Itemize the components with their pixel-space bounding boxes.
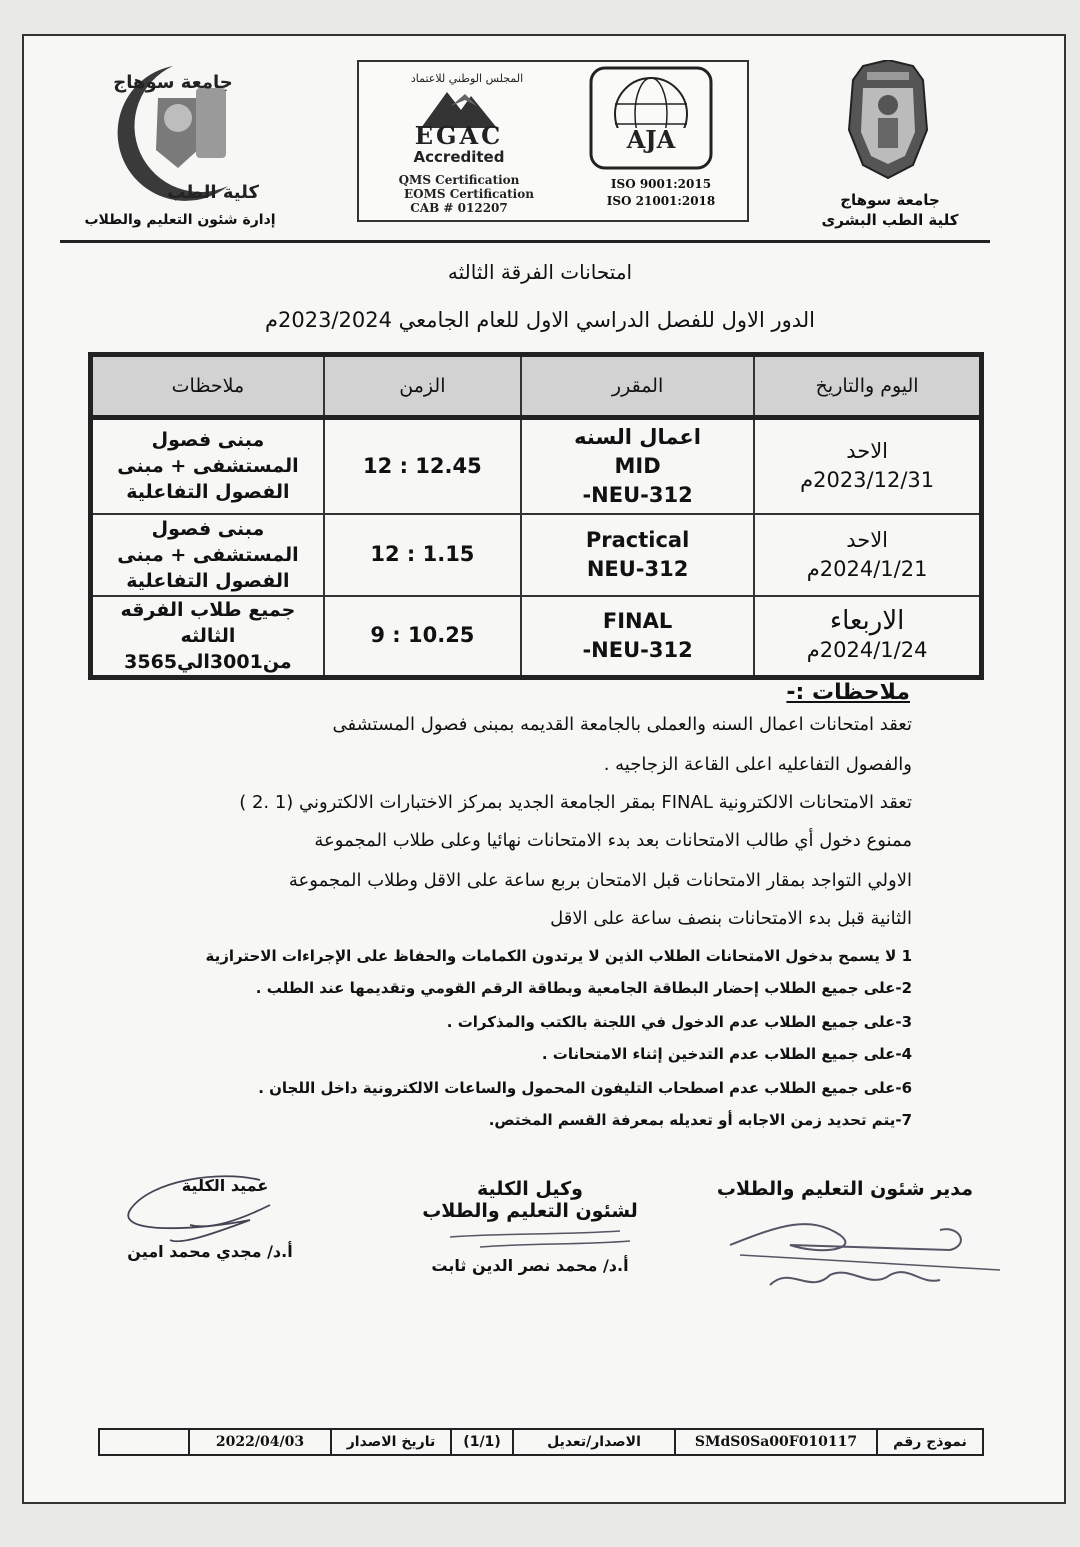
aja-logo <box>589 66 734 186</box>
egac-line2: EOMS Certification <box>404 187 534 201</box>
page-title: امتحانات الفرقة الثالثه <box>447 260 633 284</box>
egac-status: Accredited <box>413 148 505 166</box>
date: 2024/1/21م <box>806 556 928 581</box>
university-name-block <box>800 190 980 230</box>
page-subtitle: الدور الاول للفصل الدراسي الاول للعام الجامعي 2023/2024م <box>264 308 816 332</box>
header-date: اليوم والتاريخ <box>754 355 981 418</box>
table-row <box>91 514 982 596</box>
footer-spacer <box>100 1430 188 1454</box>
time-cell: 12 : 1.15 <box>324 514 521 596</box>
header-course: المقرر <box>521 355 754 418</box>
course-line: FINAL <box>602 608 673 633</box>
university-name: جامعة سوهاج <box>840 191 940 209</box>
vice-dean-title-line: وكيل الكلية <box>477 1178 583 1200</box>
logo-text-bottom: كلية الطب <box>167 182 259 203</box>
notes-cell: مبنى فصول المستشفى + مبنى الفصول التفاعلية <box>91 418 324 514</box>
course-cell <box>521 596 754 678</box>
day: الاحد <box>846 527 889 552</box>
date-cell <box>754 596 981 678</box>
table-row <box>91 596 982 678</box>
header-divider <box>60 240 990 243</box>
table-row <box>91 418 982 514</box>
day: الاربعاء <box>829 605 905 636</box>
rule-item: 4-على جميع الطلاب عدم التدخين إثناء الامتحانات . <box>541 1045 912 1063</box>
department-name: إدارة شئون التعليم والطلاب <box>84 212 276 228</box>
form-number: SMdS0Sa00F010117 <box>674 1430 876 1454</box>
director-signature <box>720 1195 1010 1305</box>
vice-dean-title <box>400 1178 660 1222</box>
course-line: MID <box>614 453 661 478</box>
course-code: -NEU-312 <box>582 637 693 662</box>
version-label: الاصدار/تعديل <box>512 1430 674 1454</box>
dean-title: عميد الكلية <box>181 1176 269 1195</box>
notes-line: جميع طلاب الفرقه الثالثه <box>120 598 296 647</box>
notes-cell <box>91 596 324 678</box>
dean-signature <box>110 1160 310 1250</box>
header-notes: ملاحظات <box>91 355 324 418</box>
date-cell <box>754 418 981 514</box>
vice-dean-name: أ.د/ محمد نصر الدين ثابت <box>431 1256 629 1275</box>
course-code: NEU-312 <box>586 556 689 581</box>
aja-iso-1: ISO 9001:2015 <box>610 177 712 191</box>
rule-item: 2-على جميع الطلاب إحضار البطاقة الجامعية وبطاقة الرقم القومي وتقديمها عند الطلب . <box>255 979 912 997</box>
egac-line1: QMS Certification <box>398 173 520 187</box>
egac-arabic-name: المجلس الوطني للاعتماد <box>410 72 524 85</box>
logo-text-top: جامعة سوهاج <box>113 72 233 93</box>
notes-heading: ملاحظات :- <box>786 680 910 705</box>
university-logo <box>843 60 933 180</box>
header-time: الزمن <box>324 355 521 418</box>
course-line: اعمال السنه <box>574 424 701 449</box>
egac-line3: CAB # 012207 <box>410 201 508 215</box>
exam-schedule-table <box>88 352 984 680</box>
notes-cell: مبنى فصول المستشفى + مبنى الفصول التفاعلية <box>91 514 324 596</box>
dean-name: أ.د/ مجدي محمد امين <box>127 1242 293 1261</box>
course-cell <box>521 514 754 596</box>
aja-iso-2: ISO 21001:2018 <box>606 194 716 208</box>
course-code: -NEU-312 <box>582 482 693 507</box>
form-footer <box>98 1428 984 1456</box>
certification-box <box>357 60 749 222</box>
paragraph: والفصول التفاعليه اعلى القاعة الزجاجيه . <box>603 754 912 775</box>
form-number-label: نموذج رقم <box>876 1430 982 1454</box>
issue-date: 2022/04/03 <box>188 1430 330 1454</box>
table-header-row <box>91 355 982 418</box>
egac-name: EGAC <box>414 121 504 150</box>
egac-logo <box>369 66 549 218</box>
date: 2023/12/31م <box>800 468 935 493</box>
course-cell <box>521 418 754 514</box>
time-cell: 12 : 12.45 <box>324 418 521 514</box>
paragraph: الاولي التواجد بمقار الامتحانات قبل الامتحان بربع ساعة على الاقل وطلاب المجموعة <box>288 870 912 891</box>
date-cell <box>754 514 981 596</box>
date: 2024/1/24م <box>806 637 928 662</box>
version-value: (1/1) <box>450 1430 512 1454</box>
notes-line: من3001الي3565 <box>124 650 292 673</box>
paragraph: تعقد الامتحانات الالكترونية FINAL بمقر الجامعة الجديد بمركز الاختبارات الالكتروني (1 .2 ) <box>239 792 912 813</box>
course-line: Practical <box>585 527 690 552</box>
rule-item: 6-على جميع الطلاب عدم اصطحاب التليفون المحمول والساعات الالكترونية داخل اللجان . <box>258 1079 912 1097</box>
faculty-logo <box>78 58 268 208</box>
vice-dean-signature <box>440 1225 640 1255</box>
paragraph: تعقد امتحانات اعمال السنه والعملى بالجامعة القديمه بمبنى فصول المستشفى <box>332 714 912 735</box>
paragraph: الثانية قبل بدء الامتحانات بنصف ساعة على الاقل <box>550 908 912 929</box>
time-cell: 9 : 10.25 <box>324 596 521 678</box>
rule-item: 7-يتم تحديد زمن الاجابه أو تعديله بمعرفة القسم المختص. <box>488 1111 912 1129</box>
faculty-name: كلية الطب البشرى <box>821 211 959 229</box>
paragraph: ممنوع دخول أي طالب الامتحانات بعد بدء الامتحانات نهائيا وعلى طلاب المجموعة <box>314 830 912 851</box>
vice-dean-title-line: لشئون التعليم والطلاب <box>422 1200 638 1222</box>
aja-name: AJA <box>626 125 676 154</box>
rule-item: 3-على جميع الطلاب عدم الدخول في اللجنة بالكتب والمذكرات . <box>446 1013 912 1031</box>
issue-date-label: تاريخ الاصدار <box>330 1430 450 1454</box>
director-title: مدير شئون التعليم والطلاب <box>716 1178 974 1200</box>
day: الاحد <box>846 439 889 464</box>
rule-item: 1 لا يسمح بدخول الامتحانات الطلاب الذين لا يرتدون الكمامات والحفاظ على الإجراءات الاحترازية <box>205 947 912 965</box>
